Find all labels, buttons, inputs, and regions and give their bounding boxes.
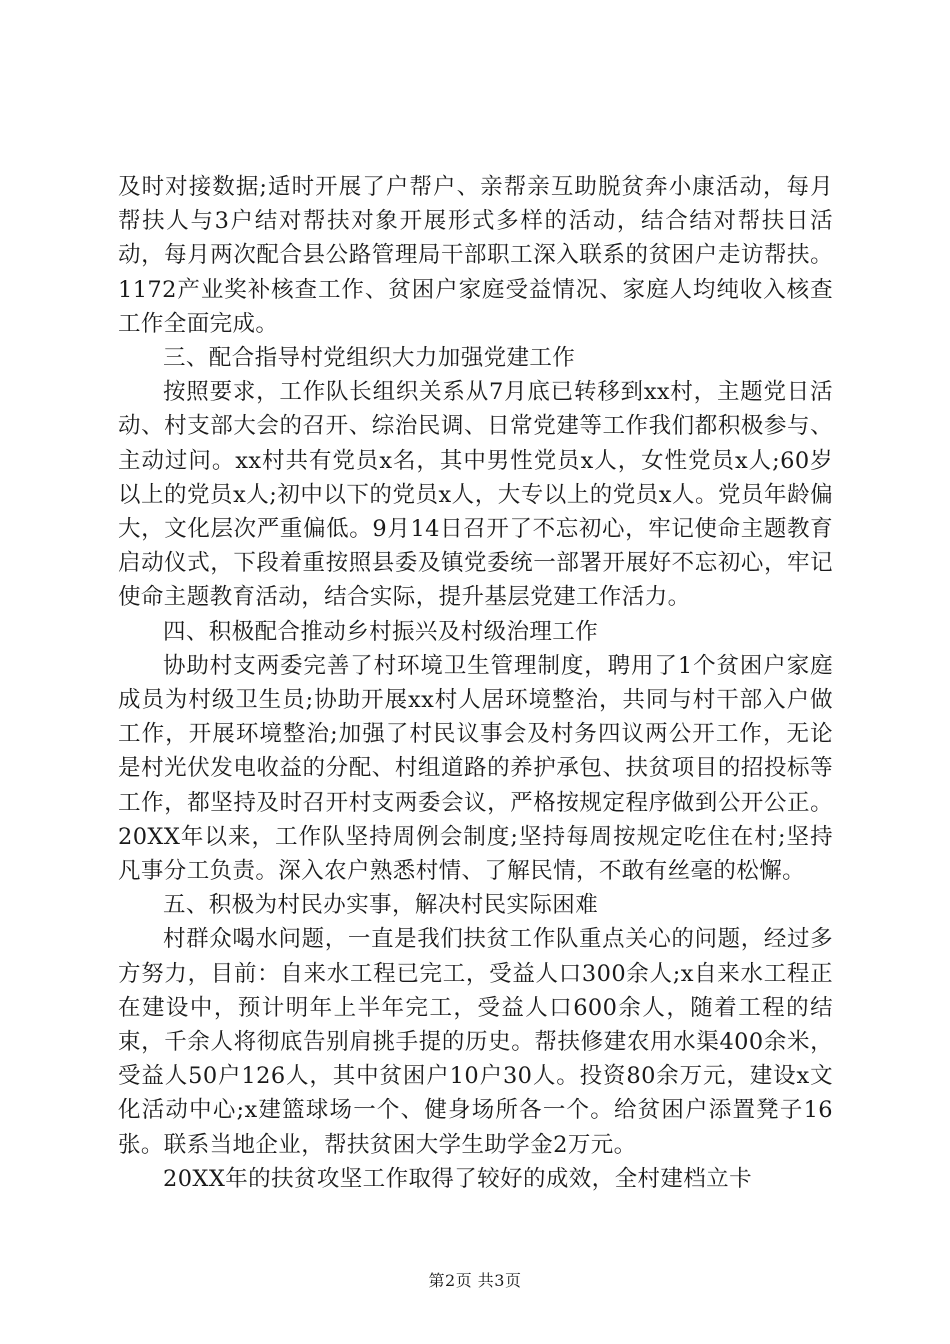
paragraph-village-governance: 协助村支两委完善了村环境卫生管理制度，聘用了1个贫困户家庭成员为村级卫生员;协助开展xx村人居环境整治，共同与村干部入户做工作，开展环境整治;加强了村民议事会及村务四议两公开工作，无论是村光伏发电收益的分配、村组道路的养护承包、扶贫项目的招投标等工作，都坚持及时召开村支两委会议，严格按规定程序做到公开公正。20XX年以来，工作队坚持周例会制度;坚持每周按规定吃住在村;坚持凡事分工负责。深入农户熟悉村情、了解民情，不敢有丝毫的松懈。 [118,652,833,885]
document-body [118,170,833,1196]
page-footer: 第2页 共3页 [428,1271,522,1290]
paragraph-party-building: 按照要求，工作队长组织关系从7月底已转移到xx村，主题党日活动、村支部大会的召开、综治民调、日常党建等工作我们都积极参与、主动过问。xx村共有党员x名，其中男性党员x人，女性党员x人;60岁以上的党员x人;初中以下的党员x人，大专以上的党员x人。党员年龄偏大，文化层次严重偏低。9月14日召开了不忘初心，牢记使命主题教育启动仪式，下段着重按照县委及镇党委统一部署开展好不忘初心，牢记使命主题教育活动，结合实际，提升基层党建工作活力。 [118,379,833,611]
paragraph-continuation: 及时对接数据;适时开展了户帮户、亲帮亲互助脱贫奔小康活动，每月帮扶人与3户结对帮扶对象开展形式多样的活动，结合结对帮扶日活动，每月两次配合县公路管理局干部职工深入联系的贫困户走访帮扶。1172产业奖补核查工作、贫困户家庭受益情况、家庭人均纯收入核查工作全面完成。 [118,174,833,337]
paragraph-practical-matters: 村群众喝水问题，一直是我们扶贫工作队重点关心的问题，经过多方努力，目前：自来水工程已完工，受益人口300余人;x自来水工程正在建设中，预计明年上半年完工，受益人口600余人，随着工程的结束，千余人将彻底告别肩挑手提的历史。帮扶修建农用水渠400余米，受益人50户126人，其中贫困户10户30人。投资80余万元，建设x文化活动中心;x建篮球场一个、健身场所各一个。给贫困户添置凳子16张。联系当地企业，帮扶贫困大学生助学金2万元。 [118,926,833,1158]
paragraph-summary-start: 20XX年的扶贫攻坚工作取得了较好的成效，全村建档立卡 [163,1165,752,1192]
section-heading-three: 三、配合指导村党组织大力加强党建工作 [163,345,576,372]
section-heading-four: 四、积极配合推动乡村振兴及村级治理工作 [163,618,599,645]
section-heading-five: 五、积极为村民办实事，解决村民实际困难 [163,892,599,919]
